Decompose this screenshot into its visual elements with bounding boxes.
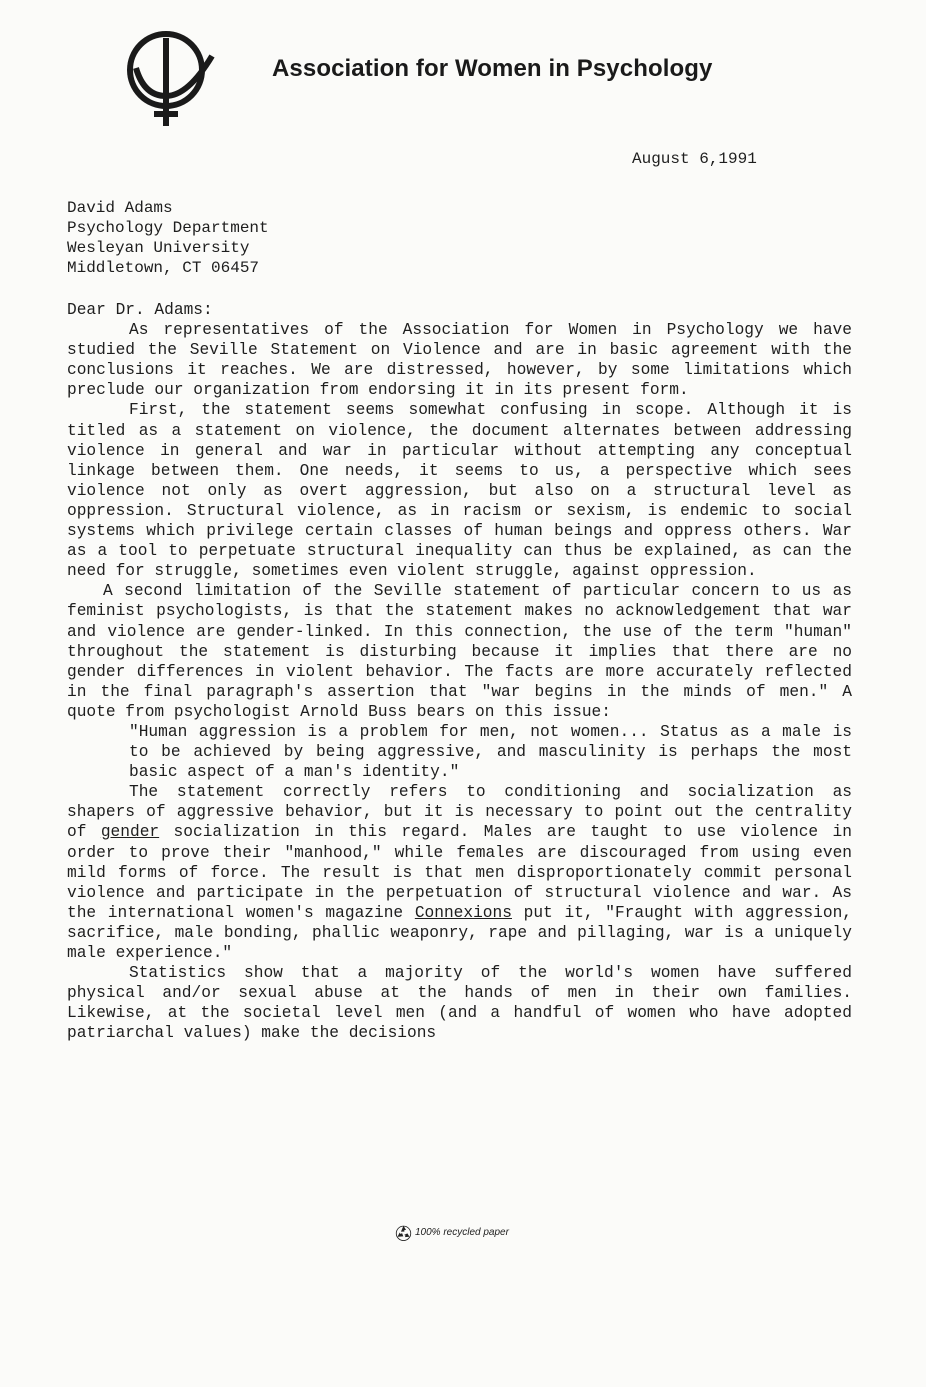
letter-date: August 6,1991 <box>632 150 757 168</box>
connexions-underlined: Connexions <box>414 903 512 922</box>
gender-underlined: gender <box>100 823 160 842</box>
paragraph-2: First, the statement seems somewhat confusing in scope. Although it is titled as a statement on violence, the document alternates between addressing violence in general and war in particular without attempting any conceptual linkage between them. One needs, it seems to us, a perspective which sees violence not only as overt aggression, but also on a structural level as oppression. Structural violence, as in racism or sexism, is endemic to social systems which privilege certain classes of human beings and oppress others. War as a tool to perpetuate structural inequality can thus be explained, as can the need for struggle, sometimes even violent struggle, against oppression. <box>67 401 852 581</box>
venus-psi-logo-icon <box>126 30 222 130</box>
recipient-city: Middletown, CT 06457 <box>67 259 260 277</box>
paragraph-3: A second limitation of the Seville statement of particular concern to us as feminist psychologists, is that the statement makes no acknowledgement that war and violence are gender-linked. In this connection, the use of the term "human" throughout the statement is disturbing because it implies that there are no gender differences in violent behavior. The facts are more accurately reflected in the final paragraph's assertion that "war begins in the minds of men." A quote from psychologist Arnold Buss bears on this issue: <box>67 582 852 721</box>
organization-name: Association for Women in Psychology <box>272 55 713 82</box>
letter-body <box>67 300 852 1043</box>
recipient-name: David Adams <box>67 199 173 217</box>
recycle-icon <box>395 1224 412 1241</box>
recipient-address <box>67 198 269 278</box>
paragraph-4 <box>67 782 852 963</box>
paragraph-4-part-a: The statement correctly refers to conditioning and socialization as shapers of aggressive behavior, but it is necessary to point out the centrality of <box>67 783 852 842</box>
recipient-department: Psychology Department <box>67 219 269 237</box>
paragraph-4-part-b: socialization in this regard. Males are taught to use violence in order to prove their "manhood," while females are discouraged from using even mild forms of force. The result is that men disproportionately commit personal violence and participate in the perpetuation of structural violence and war. As the international women's magazine <box>67 823 852 922</box>
recycled-paper-note <box>395 1224 509 1241</box>
recipient-institution: Wesleyan University <box>67 239 250 257</box>
paragraph-5: Statistics show that a majority of the world's women have suffered physical and/or sexual abuse at the hands of men in their own families. Likewise, at the societal level men (and a handful of women who have adopted patriarchal values) make the decisions <box>67 964 852 1043</box>
paragraph-4-part-c: put it, "Fraught with aggression, sacrifice, male bonding, phallic weaponry, rape and pillaging, war is a uniquely male experience." <box>67 903 853 962</box>
buss-quote: "Human aggression is a problem for men, not women... Status as a male is to be achieved by being aggressive, and masculinity is perhaps the most basic aspect of a man's identity." <box>129 722 852 782</box>
paragraph-1: As representatives of the Association for Women in Psychology we have studied the Seville Statement on Violence and are in basic agreement with the conclusions it reaches. We are distressed, however, by some limitations which preclude our organization from endorsing it in its present form. <box>67 321 852 400</box>
recycled-paper-text: 100% recycled paper <box>415 1227 509 1238</box>
salutation: Dear Dr. Adams: <box>67 301 213 319</box>
